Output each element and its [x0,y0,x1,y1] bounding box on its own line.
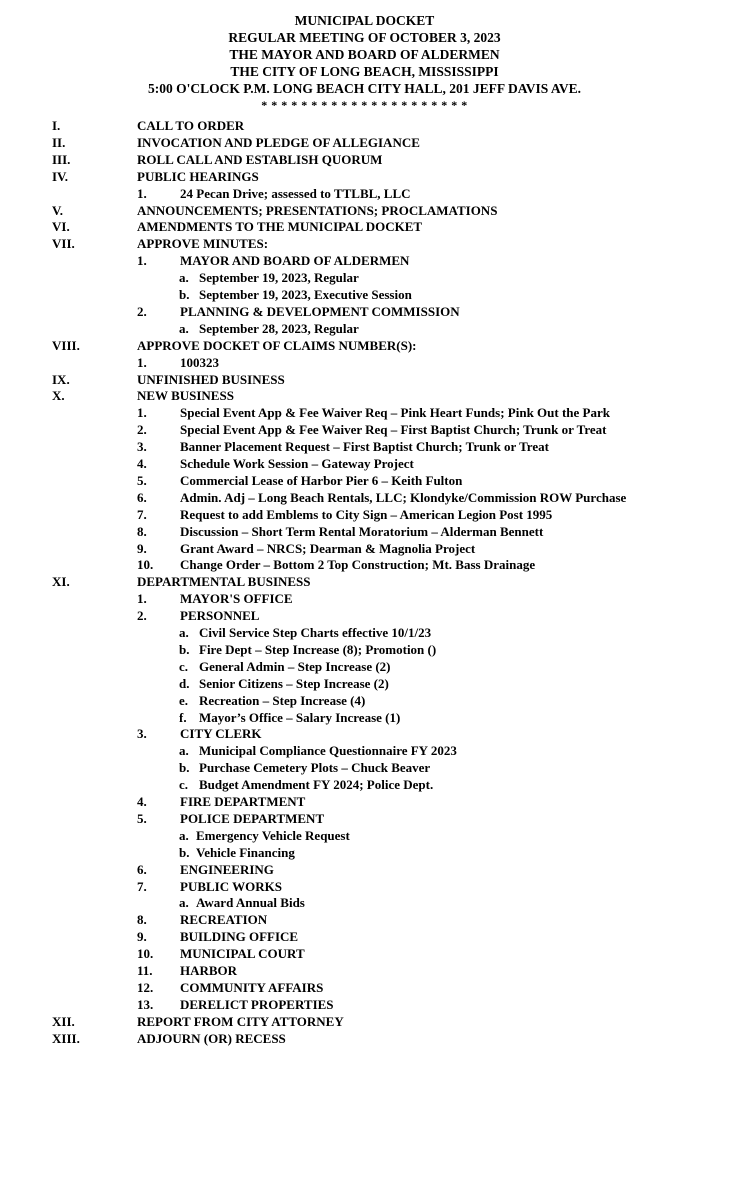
agenda-item-text: Recreation – Step Increase (4) [199,692,366,708]
agenda-item-number: c. [179,658,189,674]
agenda-item-text: Municipal Compliance Questionnaire FY 2023 [199,743,457,759]
agenda-item-text: ADJOURN (OR) RECESS [137,1030,286,1046]
agenda-item-number: 7. [137,878,147,894]
agenda-item-number: 2. [137,608,147,624]
agenda-item-number: a. [179,743,189,759]
agenda-item-text: NEW BUSINESS [137,388,234,404]
agenda-item-number: d. [179,675,190,691]
agenda-item-text: Emergency Vehicle Request [196,827,350,843]
agenda-item-text: MAYOR'S OFFICE [180,591,293,607]
agenda-item-text: COMMUNITY AFFAIRS [180,979,324,995]
agenda-item-text: RECREATION [180,912,268,928]
agenda-item-number: 8. [137,523,147,539]
agenda-item-number: 13. [137,996,154,1012]
agenda-item-text: REPORT FROM CITY ATTORNEY [137,1013,344,1029]
agenda-item-text: Civil Service Step Charts effective 10/1/23 [199,625,432,640]
agenda-item-text: Banner Placement Request – First Baptist Church; Trunk or Treat [180,439,549,455]
city-name: THE CITY OF LONG BEACH, MISSISSIPPI [230,64,499,79]
agenda-item-number: X. [52,388,65,404]
agenda-item-number: e. [179,692,189,708]
agenda-item-text: General Admin – Step Increase (2) [199,658,391,674]
agenda-item-text: Special Event App & Fee Waiver Req – Pink Heart Funds; Pink Out the Park [180,405,610,421]
agenda-item-text: 24 Pecan Drive; assessed to TTLBL, LLC [180,185,411,201]
agenda-item-number: 11. [137,963,153,978]
agenda-item-number: 9. [137,540,147,556]
agenda-item-text: Purchase Cemetery Plots – Chuck Beaver [199,760,431,776]
agenda-item-text: PUBLIC HEARINGS [137,168,259,184]
docket-title: MUNICIPAL DOCKET [294,13,435,28]
agenda-item-number: XII. [52,1013,75,1029]
agenda-item-number: XI. [52,574,70,590]
agenda-item-text: BUILDING OFFICE [180,929,299,945]
agenda-item-number: V. [52,202,63,218]
agenda-item-number: 6. [137,861,147,877]
agenda-item-text: Mayor’s Office – Salary Increase (1) [199,709,401,725]
agenda-item-text: Special Event App & Fee Waiver Req – First Baptist Church; Trunk or Treat [180,422,607,438]
agenda-item-text: September 28, 2023, Regular [199,320,359,336]
agenda-item-text: September 19, 2023, Executive Session [199,287,412,302]
agenda-item-number: II. [52,134,66,150]
agenda-item-number: b. [179,287,190,302]
agenda-item-text: DEPARTMENTAL BUSINESS [137,574,311,590]
agenda-item-number: 7. [137,506,147,522]
agenda-item-number: a. [179,270,189,286]
agenda-item-text: MAYOR AND BOARD OF ALDERMEN [180,253,410,269]
agenda-item-text: Schedule Work Session – Gateway Project [180,456,414,471]
agenda-item-text: INVOCATION AND PLEDGE OF ALLEGIANCE [137,134,420,150]
agenda-item-text: PERSONNEL [180,608,260,624]
agenda-item-number: a. [179,625,189,640]
agenda-item-text: POLICE DEPARTMENT [180,810,325,826]
meeting-time-location: 5:00 O'CLOCK P.M. LONG BEACH CITY HALL, 201 JEFF DAVIS AVE. [147,81,582,96]
agenda-item-text: MUNICIPAL COURT [180,946,305,962]
agenda-item-number: a. [179,320,189,336]
agenda-item-number: 3. [137,439,147,455]
agenda-item-text: FIRE DEPARTMENT [180,794,306,809]
agenda-item-text: ENGINEERING [180,861,274,877]
agenda-item-text: DERELICT PROPERTIES [180,996,334,1012]
agenda-item-text: ANNOUNCEMENTS; PRESENTATIONS; PROCLAMATIONS [137,202,498,218]
agenda-item-number: b. [179,844,190,860]
agenda-item-text: Budget Amendment FY 2024; Police Dept. [199,777,434,793]
agenda-item-number: 5. [137,472,147,488]
agenda-item-text: September 19, 2023, Regular [199,270,359,286]
agenda-item-number: IX. [52,371,70,387]
agenda-item-number: 10. [137,557,154,573]
governing-body: THE MAYOR AND BOARD OF ALDERMEN [229,47,500,62]
agenda-item-text: AMENDMENTS TO THE MUNICIPAL DOCKET [137,219,423,235]
agenda-item-text: PLANNING & DEVELOPMENT COMMISSION [180,303,460,319]
agenda-item-number: 6. [137,489,147,505]
agenda-item-number: I. [52,118,61,133]
agenda-item-text: Request to add Emblems to City Sign – American Legion Post 1995 [180,506,553,522]
agenda-item-text: HARBOR [180,963,238,978]
agenda-item-number: f. [179,709,187,725]
agenda-item-text: UNFINISHED BUSINESS [137,371,285,387]
agenda-item-number: 12. [137,979,154,995]
agenda-item-number: 2. [137,303,147,319]
agenda-item-number: a. [179,827,189,843]
agenda-item-text: Admin. Adj – Long Beach Rentals, LLC; Klondyke/Commission ROW Purchase [180,489,627,505]
agenda-item-number: 5. [137,810,147,826]
agenda-item-number: VI. [52,219,70,235]
docket-header [0,12,729,114]
agenda-item-number: c. [179,777,189,793]
agenda-item-number: III. [52,151,71,167]
agenda-item-text: CALL TO ORDER [137,118,245,133]
agenda-item-number: 3. [137,726,147,742]
agenda-item-text: Fire Dept – Step Increase (8); Promotion () [199,641,437,657]
agenda-item-text: Commercial Lease of Harbor Pier 6 – Keith Fulton [180,472,463,488]
agenda-item-number: XIII. [52,1030,80,1046]
agenda-item-text: Senior Citizens – Step Increase (2) [199,675,389,691]
agenda-item-number: VII. [52,236,75,252]
agenda-item-text: APPROVE MINUTES: [137,236,269,252]
agenda-item-text: ROLL CALL AND ESTABLISH QUORUM [137,151,383,167]
agenda-item-text: PUBLIC WORKS [180,878,282,894]
agenda-item-number: IV. [52,168,69,184]
agenda-item-number: 2. [137,422,147,438]
meeting-title: REGULAR MEETING OF OCTOBER 3, 2023 [228,30,501,45]
agenda-item-number: 1. [137,253,147,269]
agenda-item-number: 1. [137,405,147,421]
agenda-item-text: APPROVE DOCKET OF CLAIMS NUMBER(S): [137,337,417,353]
agenda-item-text: Vehicle Financing [196,844,295,860]
star-divider: * * * * * * * * * * * * * * * * * * * * * [261,98,468,112]
agenda-item-number: 9. [137,929,147,945]
agenda-item-text: Discussion – Short Term Rental Moratorium – Alderman Bennett [180,523,544,539]
agenda-item-number: b. [179,641,190,657]
agenda-item-text: 100323 [180,354,219,370]
agenda-item-text: Change Order – Bottom 2 Top Construction; Mt. Bass Drainage [180,557,536,573]
agenda-item-text: Award Annual Bids [196,895,305,911]
agenda-item-number: 1. [137,354,147,370]
agenda-item-number: a. [179,895,189,911]
agenda-item-number: VIII. [52,337,80,353]
agenda-item-number: 1. [137,185,147,201]
agenda-item-number: 4. [137,456,147,471]
agenda-item-number: 8. [137,912,147,928]
agenda-item-number: b. [179,760,190,776]
agenda-item-text: CITY CLERK [180,726,262,742]
agenda-item-number: 4. [137,794,147,809]
agenda-item-text: Grant Award – NRCS; Dearman & Magnolia Project [180,540,476,556]
agenda-item-number: 1. [137,591,147,607]
agenda-item-number: 10. [137,946,154,962]
